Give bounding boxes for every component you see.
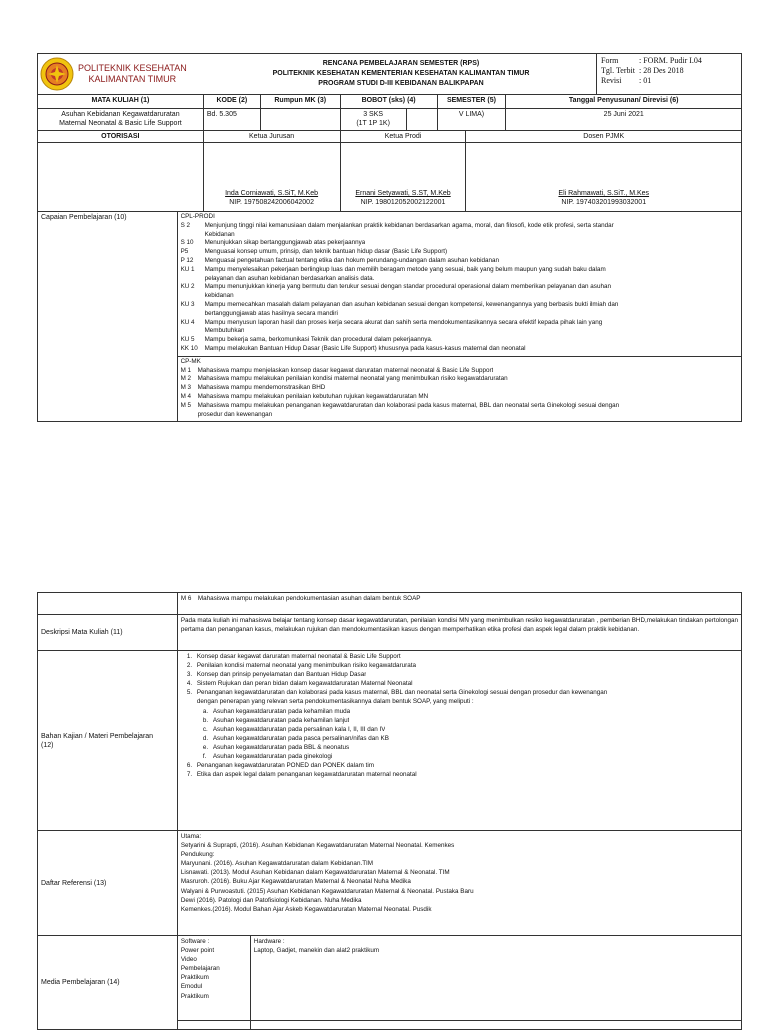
outcome-text: Menguasai pengetahuan factual tentang etika dan hokum perundang-undangan dalam asuhan kebidanan bbox=[204, 256, 499, 264]
materi-item bbox=[181, 752, 738, 761]
materi-number: 3. bbox=[186, 671, 193, 679]
outcome-item bbox=[181, 239, 738, 248]
outcome-text: Mampu memecahkan masalah dalam pelayanan dan asuhan kebidanan sesuai dengan kompetensi, kewenangannya yang berbasis bukti ilmiah dan bbox=[204, 300, 619, 308]
materi-text: Asuhan kegawatdaruratan pada ginekologi bbox=[212, 753, 333, 761]
materi-item bbox=[181, 707, 738, 716]
media-label: Media Pembelajaran (14) bbox=[38, 936, 178, 1030]
outcome-item bbox=[181, 345, 738, 354]
m6-row bbox=[177, 593, 741, 615]
outcome-text: Menjunjung tinggi nilai kemanusiaan dalam menjalankan praktik kebidanan berdasarkan agama, moral, dan filosofi, kode etik profesi, serta standar bbox=[204, 221, 614, 229]
materi-item bbox=[181, 688, 738, 697]
hardware-cell bbox=[250, 936, 741, 1021]
materi-text: Penanganan kegawatdaruratan PONED dan PONEK dalam tim bbox=[196, 762, 374, 770]
outcome-code: KU 4 bbox=[180, 318, 195, 326]
course-name-line-1: Asuhan Kebidanan Kegawatdaruratan bbox=[61, 111, 180, 118]
outcome-item bbox=[181, 310, 738, 319]
outcome-text: Menguasai konsep umum, prinsip, dan teknik bantuan hidup dasar (Basic Life Support) bbox=[204, 248, 448, 256]
materi-number: 2. bbox=[186, 662, 193, 670]
outcome-code: M 1 bbox=[180, 366, 192, 374]
materi-item bbox=[181, 770, 738, 779]
outcome-item bbox=[181, 367, 738, 376]
issue-date-label: Tgl. Terbit bbox=[601, 66, 635, 75]
role-ketua-prodi: Ketua Prodi bbox=[340, 131, 466, 143]
bahan-content bbox=[177, 651, 741, 831]
outcome-item bbox=[181, 327, 738, 336]
materi-number: 4. bbox=[186, 680, 193, 688]
m6-text: Mahasiswa mampu melakukan pendokumentasian asuhan dalam bentuk SOAP bbox=[197, 595, 421, 602]
signatory-nip: NIP. 197508242006042002 bbox=[229, 199, 314, 206]
otorisasi-label: OTORISASI bbox=[38, 131, 204, 143]
form-value: : FORM. Pudir I.04 bbox=[639, 56, 702, 65]
referensi-line: Kemenkes.(2016). Modul Bahan Ajar Askeb Kegawatdaruratan Maternal Neonatal. Pusdik bbox=[180, 905, 432, 913]
signatory-name: Ernani Setyawati, S.ST, M.Keb bbox=[355, 190, 451, 197]
course-name bbox=[38, 109, 204, 131]
bahan-list bbox=[181, 652, 738, 779]
logo-line-2: KALIMANTAN TIMUR bbox=[88, 74, 177, 84]
materi-item bbox=[181, 661, 738, 670]
outcome-code: S 2 bbox=[180, 221, 191, 229]
bahan-label bbox=[38, 651, 178, 831]
course-date: 25 Juni 2021 bbox=[506, 109, 742, 131]
signatory-name: Eli Rahmawati, S.SiT., M.Kes bbox=[558, 190, 650, 197]
materi-number: f. bbox=[202, 753, 207, 761]
outcome-text: Mahasiswa mampu melakukan penilaian kondisi maternal neonatal yang menimbulkan risiko kegawatdaruratan bbox=[197, 375, 508, 383]
outcome-item bbox=[181, 393, 738, 402]
outcome-code: P5 bbox=[180, 248, 189, 256]
outcome-item bbox=[181, 222, 738, 231]
page2-table bbox=[37, 592, 742, 1030]
materi-text: Asuhan kegawatdaruratan pada kehamilan muda bbox=[212, 707, 351, 715]
outcome-code: M 3 bbox=[180, 384, 192, 392]
software-item: Video bbox=[180, 956, 197, 964]
course-sks bbox=[340, 109, 406, 131]
poltekkes-logo-icon bbox=[40, 57, 74, 91]
outcome-text: Menunjukkan sikap bertanggungjawab atas pekerjaannya bbox=[204, 239, 366, 247]
outcome-code bbox=[181, 327, 205, 336]
outcome-text: pelayanan dan asuhan kebidanan berdasarkan analisis data. bbox=[204, 274, 375, 282]
outcome-item bbox=[181, 319, 738, 328]
deskripsi-label: Deskripsi Mata Kuliah (11) bbox=[38, 615, 178, 651]
referensi-line: Walyani & Purwoastuti. (2015) Asuhan Kebidanan Kegawatdaruratan Maternal & Neonatal. Pustaka Baru bbox=[180, 887, 474, 895]
logo-line-1: POLITEKNIK KESEHATAN bbox=[78, 63, 187, 73]
materi-item bbox=[181, 743, 738, 752]
referensi-list bbox=[181, 832, 738, 914]
bahan-label-line-1: Bahan Kajian / Materi Pembelajaran bbox=[41, 732, 154, 740]
outcome-item bbox=[181, 375, 738, 384]
software-cell bbox=[177, 936, 250, 1021]
col-header-date: Tanggal Penyusunan/ Direvisi (6) bbox=[506, 95, 742, 109]
materi-text: Konsep dasar kegawat daruratan maternal neonatal & Basic Life Support bbox=[196, 653, 401, 660]
col-header-rumpun: Rumpun MK (3) bbox=[260, 95, 340, 109]
outcome-text: Mampu menyelesaikan pekerjaan berlingkup luas dan memilih beragam metode yang sesuai, baik yang belum maupun yang sudah baku dalam bbox=[204, 265, 606, 273]
outcome-text: prosedur dan kewenangan bbox=[197, 410, 273, 418]
outcome-code: M 2 bbox=[180, 375, 192, 383]
outcome-text: kebidanan bbox=[204, 292, 234, 300]
issue-date-value: : 28 Des 2018 bbox=[639, 66, 684, 75]
hardware-text: Laptop, Gadjet, manekin dan alat2 praktikum bbox=[253, 947, 380, 955]
outcome-code bbox=[181, 231, 205, 240]
software-item: Pembelajaran bbox=[180, 965, 220, 973]
outcome-code bbox=[181, 411, 198, 420]
materi-number: b. bbox=[202, 716, 209, 724]
materi-item bbox=[181, 679, 738, 688]
sks-line-2: (1T 1P 1K) bbox=[356, 120, 390, 127]
materi-number: a. bbox=[202, 707, 209, 715]
col-header-course: MATA KULIAH (1) bbox=[38, 95, 204, 109]
bahan-label-line-2: (12) bbox=[41, 741, 54, 749]
materi-number: 7. bbox=[186, 771, 193, 779]
signatory-nip: NIP. 197403201993032001 bbox=[561, 199, 647, 206]
col-header-code: KODE (2) bbox=[203, 95, 260, 109]
outcome-text: Mampu bekerja sama, berkomunikasi Teknik dan procedural dalam pekerjaannya. bbox=[204, 336, 433, 344]
capaian-table bbox=[37, 211, 742, 422]
outcome-text: Mampu menyusun laporan hasil dan proses kerja secara akurat dan sahih serta mendokumentasikannya secara efektif kepada pihak lain yang bbox=[204, 318, 603, 326]
outcome-item bbox=[181, 301, 738, 310]
outcome-item bbox=[181, 231, 738, 240]
otorisasi-table bbox=[37, 130, 742, 212]
software-item: Emodul bbox=[180, 983, 203, 991]
outcome-text: Mahasiswa mampu melakukan penilaian kebutuhan rujukan kegawatdaruratan MN bbox=[197, 392, 429, 400]
referensi-line: Utama: bbox=[180, 833, 202, 840]
referensi-label: Daftar Referensi (13) bbox=[38, 831, 178, 936]
outcome-code: S 10 bbox=[180, 239, 194, 247]
cpmk-list bbox=[181, 367, 738, 420]
capaian-label: Capaian Pembelajaran (10) bbox=[38, 212, 178, 422]
course-code: Bd. 5.305 bbox=[203, 109, 260, 131]
logo-text bbox=[78, 63, 187, 85]
outcome-item bbox=[181, 411, 738, 420]
outcome-item bbox=[181, 248, 738, 257]
outcome-code: P 12 bbox=[180, 256, 194, 264]
outcome-item bbox=[181, 275, 738, 284]
hardware-title: Hardware : bbox=[253, 938, 285, 945]
sks-line-1: 3 SKS bbox=[363, 111, 384, 118]
materi-number: e. bbox=[202, 743, 209, 751]
referensi-content bbox=[177, 831, 741, 936]
cpmk-title: CP-MK bbox=[180, 357, 201, 365]
materi-number: d. bbox=[202, 734, 209, 742]
outcome-code bbox=[181, 275, 205, 284]
outcome-code bbox=[181, 310, 205, 319]
outcome-text: Membutuhkan bbox=[204, 327, 245, 335]
outcome-text: Kebidanan bbox=[204, 230, 235, 238]
signatory-name: Inda Corniawati, S.SiT, M.Keb bbox=[225, 190, 319, 197]
software-item: Power point bbox=[180, 947, 215, 955]
outcome-code: KU 3 bbox=[180, 300, 195, 308]
media-blank-left bbox=[177, 1021, 250, 1030]
outcome-code: M 4 bbox=[180, 392, 192, 400]
revision-label: Revisi bbox=[601, 76, 622, 85]
signatory-nip: NIP. 198012052002122001 bbox=[360, 199, 446, 206]
signature-ketua-jurusan bbox=[203, 143, 340, 212]
materi-text: Asuhan kegawatdaruratan pada pasca persalinan/nifas dan KB bbox=[212, 734, 389, 742]
outcome-code: M 5 bbox=[180, 401, 192, 409]
outcome-text: Mahasiswa mampu mendemonstrasikan BHD bbox=[197, 384, 326, 392]
materi-text: Asuhan kegawatdaruratan pada persalinan kala I, II, III dan IV bbox=[212, 725, 386, 733]
outcome-code: KK 10 bbox=[180, 344, 198, 352]
materi-item bbox=[181, 670, 738, 679]
outcome-item bbox=[181, 402, 738, 411]
role-dosen-pjmk: Dosen PJMK bbox=[466, 131, 742, 143]
outcome-code bbox=[181, 292, 205, 301]
cpl-title: CPL-PRODI bbox=[180, 213, 215, 220]
outcome-text: Mampu melakukan Bantuan Hidup Dasar (Basic Life Support) khususnya pada kasus-kasus maternal dan neonatal bbox=[204, 344, 526, 352]
materi-text: Penilaian kondisi maternal neonatal yang menimbulkan risiko kegawatdarurata bbox=[196, 662, 416, 670]
course-semester: V LIMA) bbox=[437, 109, 506, 131]
materi-item bbox=[181, 716, 738, 725]
sks-blank bbox=[406, 109, 437, 131]
software-title: Software : bbox=[180, 938, 210, 945]
referensi-line: Maryunani. (2016). Asuhan Kegawatdaruratan dalam Kebidanan.TIM bbox=[180, 860, 374, 868]
rps-page-1 bbox=[37, 53, 742, 422]
materi-text: Asuhan kegawatdaruratan pada kehamilan lanjut bbox=[212, 716, 350, 724]
materi-number: c. bbox=[202, 725, 208, 733]
cpl-list bbox=[181, 222, 738, 354]
materi-number: 6. bbox=[186, 762, 193, 770]
materi-item bbox=[181, 652, 738, 661]
revision-value: : 01 bbox=[639, 76, 652, 85]
title-line-1: RENCANA PEMBELAJARAN SEMESTER (RPS) bbox=[322, 60, 480, 67]
logo-cell bbox=[38, 54, 207, 95]
software-item: Praktikum bbox=[180, 992, 209, 1000]
materi-number: 1. bbox=[186, 653, 193, 660]
referensi-line: Masruroh. (2016). Buku Ajar Kegawatdaruratan Maternal & Neonatal Nuha Medika bbox=[180, 878, 411, 886]
materi-item bbox=[181, 734, 738, 743]
document-title bbox=[206, 54, 597, 95]
outcome-text: Mampu menunjukkan kinerja yang bermutu dan terukur sesuai dengan standar procedural operasional dalam memberikan pelayanan dan asuhan bbox=[204, 283, 611, 291]
materi-text: dengan penerapan yang relevan serta pendokumentasikannya dalam bentuk SOAP, yang meliputi : bbox=[196, 698, 474, 706]
referensi-line: Setyarini & Suprapti, (2016). Asuhan Kebidanan Kegawatdaruratan Maternal Neonatal. Kemenkes bbox=[180, 842, 455, 850]
signature-dosen-pjmk bbox=[466, 143, 742, 212]
outcome-item bbox=[181, 384, 738, 393]
outcome-item bbox=[181, 283, 738, 292]
materi-item bbox=[181, 761, 738, 770]
form-label: Form bbox=[601, 56, 619, 65]
referensi-line: Pendukung: bbox=[180, 851, 215, 859]
materi-text: Konsep dan prinsip penyelamatan dan Bantuan Hidup Dasar bbox=[196, 671, 367, 679]
referensi-line: Lisnawati. (2013). Modul Asuhan Kebidanan dalam Kegawatdaruratan Maternal & Neonatal. TIM bbox=[180, 869, 450, 877]
title-line-2: POLITEKNIK KESEHATAN KEMENTERIAN KESEHATAN KALIMANTAN TIMUR bbox=[272, 70, 530, 77]
materi-item bbox=[181, 697, 738, 706]
materi-text: Etika dan aspek legal dalam penanganan kegawatdaruratan maternal neonatal bbox=[196, 771, 417, 779]
outcome-code: KU 1 bbox=[180, 265, 195, 273]
cpmk-section bbox=[177, 356, 741, 422]
materi-number bbox=[187, 697, 197, 706]
deskripsi-text: Pada mata kuliah ini mahasiswa belajar tentang konsep dasar kegawatdaruratan, penilaian kondisi MN yang menimbulkan resiko kegawatdaruratan , pemberian BHD,melakukan tindakan pertolongan pertama dan penanganan kasus, melakukan rujukan dan mendokumentasikan kasus dengan memperhatikan etika profesi dan aspek legal dalam praktik kebidanan. bbox=[177, 615, 741, 651]
outcome-text: Mahasiswa mampu menjelaskan konsep dasar kegawat daruratan maternal neonatal & Basic Life Support bbox=[197, 366, 494, 374]
m6-label-blank bbox=[38, 593, 178, 615]
title-line-3: PROGRAM STUDI D-III KEBIDANAN BALIKPAPAN bbox=[318, 80, 484, 87]
outcome-code: KU 5 bbox=[180, 336, 195, 344]
outcome-text: Mahasiswa mampu melakukan penanganan kegawatdaruratan dan kolaborasi pada kasus maternal, BBL dan neonatal serta Ginekologi sesuai dengan bbox=[197, 401, 620, 409]
course-name-line-2: Maternal Neonatal & Basic Life Support bbox=[59, 120, 182, 127]
signature-ketua-prodi bbox=[340, 143, 466, 212]
outcome-item bbox=[181, 336, 738, 345]
course-table bbox=[37, 94, 742, 131]
col-header-sks: BOBOT (sks) (4) bbox=[340, 95, 437, 109]
otorisasi-blank bbox=[38, 143, 204, 212]
materi-text: Penanganan kegawatdaruratan dan kolaborasi pada kasus maternal, BBL dan neonatal serta Ginekologi sesuai dengan prosedur dan kewenangan bbox=[196, 689, 608, 697]
software-list bbox=[181, 946, 247, 1001]
col-header-semester: SEMESTER (5) bbox=[437, 95, 506, 109]
course-rumpun bbox=[260, 109, 340, 131]
cpl-prodi-section bbox=[177, 212, 741, 357]
materi-text: Sistem Rujukan dan peran bidan dalam kegawatdaruratan Maternal Neonatal bbox=[196, 680, 413, 688]
outcome-item bbox=[181, 266, 738, 275]
outcome-text: bertanggungjawab atas hasilnya secara mandiri bbox=[204, 309, 338, 317]
outcome-item bbox=[181, 257, 738, 266]
rps-page-2 bbox=[37, 592, 742, 1030]
software-item: Praktikum bbox=[180, 974, 209, 982]
referensi-line: Dewi (2016). Patologi dan Patofisiologi Kebidanan. Nuha Medika bbox=[180, 896, 362, 904]
outcome-item bbox=[181, 292, 738, 301]
form-info bbox=[597, 54, 742, 95]
materi-text: Asuhan kegawatdaruratan pada BBL & neonatus bbox=[212, 743, 350, 751]
header-table bbox=[37, 53, 742, 95]
materi-item bbox=[181, 725, 738, 734]
role-ketua-jurusan: Ketua Jurusan bbox=[203, 131, 340, 143]
outcome-code: KU 2 bbox=[180, 283, 195, 291]
m6-code: M 6 bbox=[180, 595, 192, 602]
media-blank-right bbox=[250, 1021, 741, 1030]
materi-number: 5. bbox=[186, 689, 193, 697]
